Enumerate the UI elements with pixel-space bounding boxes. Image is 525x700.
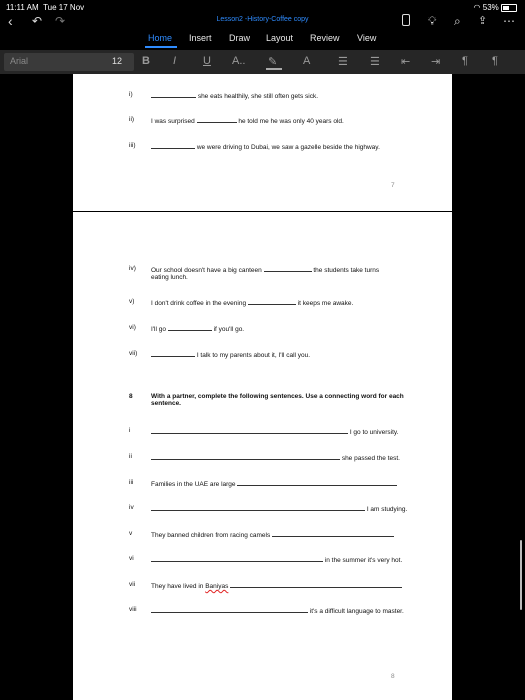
font-name: Arial (10, 56, 29, 66)
answer-blank[interactable] (151, 91, 196, 98)
increase-indent-icon[interactable]: ⇥ (431, 56, 441, 68)
answer-blank[interactable] (272, 530, 394, 537)
status-time: 11:11 AM Tue 17 Nov (6, 3, 85, 12)
italic-icon[interactable]: I (173, 55, 177, 67)
page-number: 7 (391, 182, 395, 189)
answer-blank[interactable] (151, 555, 323, 562)
answer-blank[interactable] (151, 606, 308, 613)
tab-draw[interactable]: Draw (229, 33, 251, 43)
document-page-8[interactable]: iv) Our school doesn't have a big canteen the students take turns eating lunch. v) I don't drink coffee in the evening it keeps me awake. vi) I'll go if you'll go. vii) I talk to my parents about it, I'll call you. 8 With a partner, complete the following sentences. Use a connecting word for each sentence. i I go to university. ii she passed the test. iii Families in the UAE are large iv I am studying. v They banned children from racing camels vi in the summer it's very hot. vii They have lived in Baniyas viii it's a difficult language to master. 8 (73, 212, 452, 700)
undo-icon[interactable]: ↶ (32, 14, 43, 28)
decrease-indent-icon[interactable]: ⇤ (401, 56, 411, 68)
bold-icon[interactable]: B (142, 55, 150, 67)
misspelled-word[interactable]: Baniyas (205, 583, 229, 590)
answer-blank[interactable] (151, 504, 365, 511)
more-icon[interactable]: ⋯ (503, 14, 515, 28)
top-toolbar (0, 13, 525, 31)
scrollbar[interactable] (520, 540, 522, 610)
document-title: Lesson2 -History-Coffee copy (216, 16, 309, 23)
answer-blank[interactable] (230, 581, 402, 588)
tab-review[interactable]: Review (310, 33, 340, 43)
answer-blank[interactable] (151, 453, 340, 460)
bullet-list-icon[interactable]: ☰ (338, 56, 348, 68)
battery-icon (501, 4, 517, 12)
redo-icon[interactable]: ↷ (55, 14, 66, 28)
tab-layout[interactable]: Layout (266, 33, 294, 43)
ribbon-tabs (0, 31, 525, 48)
active-tab-indicator (145, 46, 177, 48)
back-icon[interactable]: ‹ (8, 13, 13, 29)
answer-blank[interactable] (151, 427, 348, 434)
font-color-icon[interactable]: A.. (232, 55, 246, 67)
answer-blank[interactable] (197, 116, 237, 123)
font-size[interactable]: 12 (112, 56, 123, 66)
exercise-instruction: With a partner, complete the following sentences. Use a connecting word for each sentence. (151, 393, 404, 407)
answer-blank[interactable] (168, 324, 212, 331)
document-page-7[interactable]: i) she eats healthily, she still often gets sick. ii) I was surprised he told me he was only 40 years old. iii) we were driving to Dubai, we saw a gazelle beside the highway. 7 (73, 74, 452, 211)
status-bar (0, 0, 525, 14)
answer-blank[interactable] (237, 479, 397, 486)
phone-view-icon[interactable] (402, 13, 410, 29)
paragraph-icon[interactable]: ¶ (492, 55, 498, 67)
format-toolbar (0, 50, 525, 74)
numbered-list-icon[interactable]: ☰ (370, 56, 380, 68)
answer-blank[interactable] (151, 142, 195, 149)
text-effects-icon[interactable]: A (303, 55, 311, 67)
answer-blank[interactable] (248, 298, 296, 305)
lightbulb-icon[interactable]: 💡︎ (428, 14, 437, 28)
answer-blank[interactable] (264, 265, 312, 272)
answer-blank[interactable] (151, 350, 195, 357)
paragraph-direction-icon[interactable]: ¶ (462, 55, 468, 67)
search-icon[interactable]: ⌕ (454, 14, 461, 28)
font-picker[interactable] (4, 53, 134, 71)
battery-percent: 53% (482, 3, 499, 12)
highlight-icon[interactable]: ✎ (268, 55, 282, 70)
status-right (474, 3, 517, 12)
tab-view[interactable]: View (357, 33, 377, 43)
tab-insert[interactable]: Insert (189, 33, 212, 43)
underline-icon[interactable]: U (203, 55, 211, 67)
wifi-icon: ◠ (473, 3, 481, 12)
tab-home[interactable]: Home (148, 33, 173, 43)
share-icon[interactable]: ⇪ (478, 15, 488, 27)
page-number: 8 (391, 673, 395, 680)
